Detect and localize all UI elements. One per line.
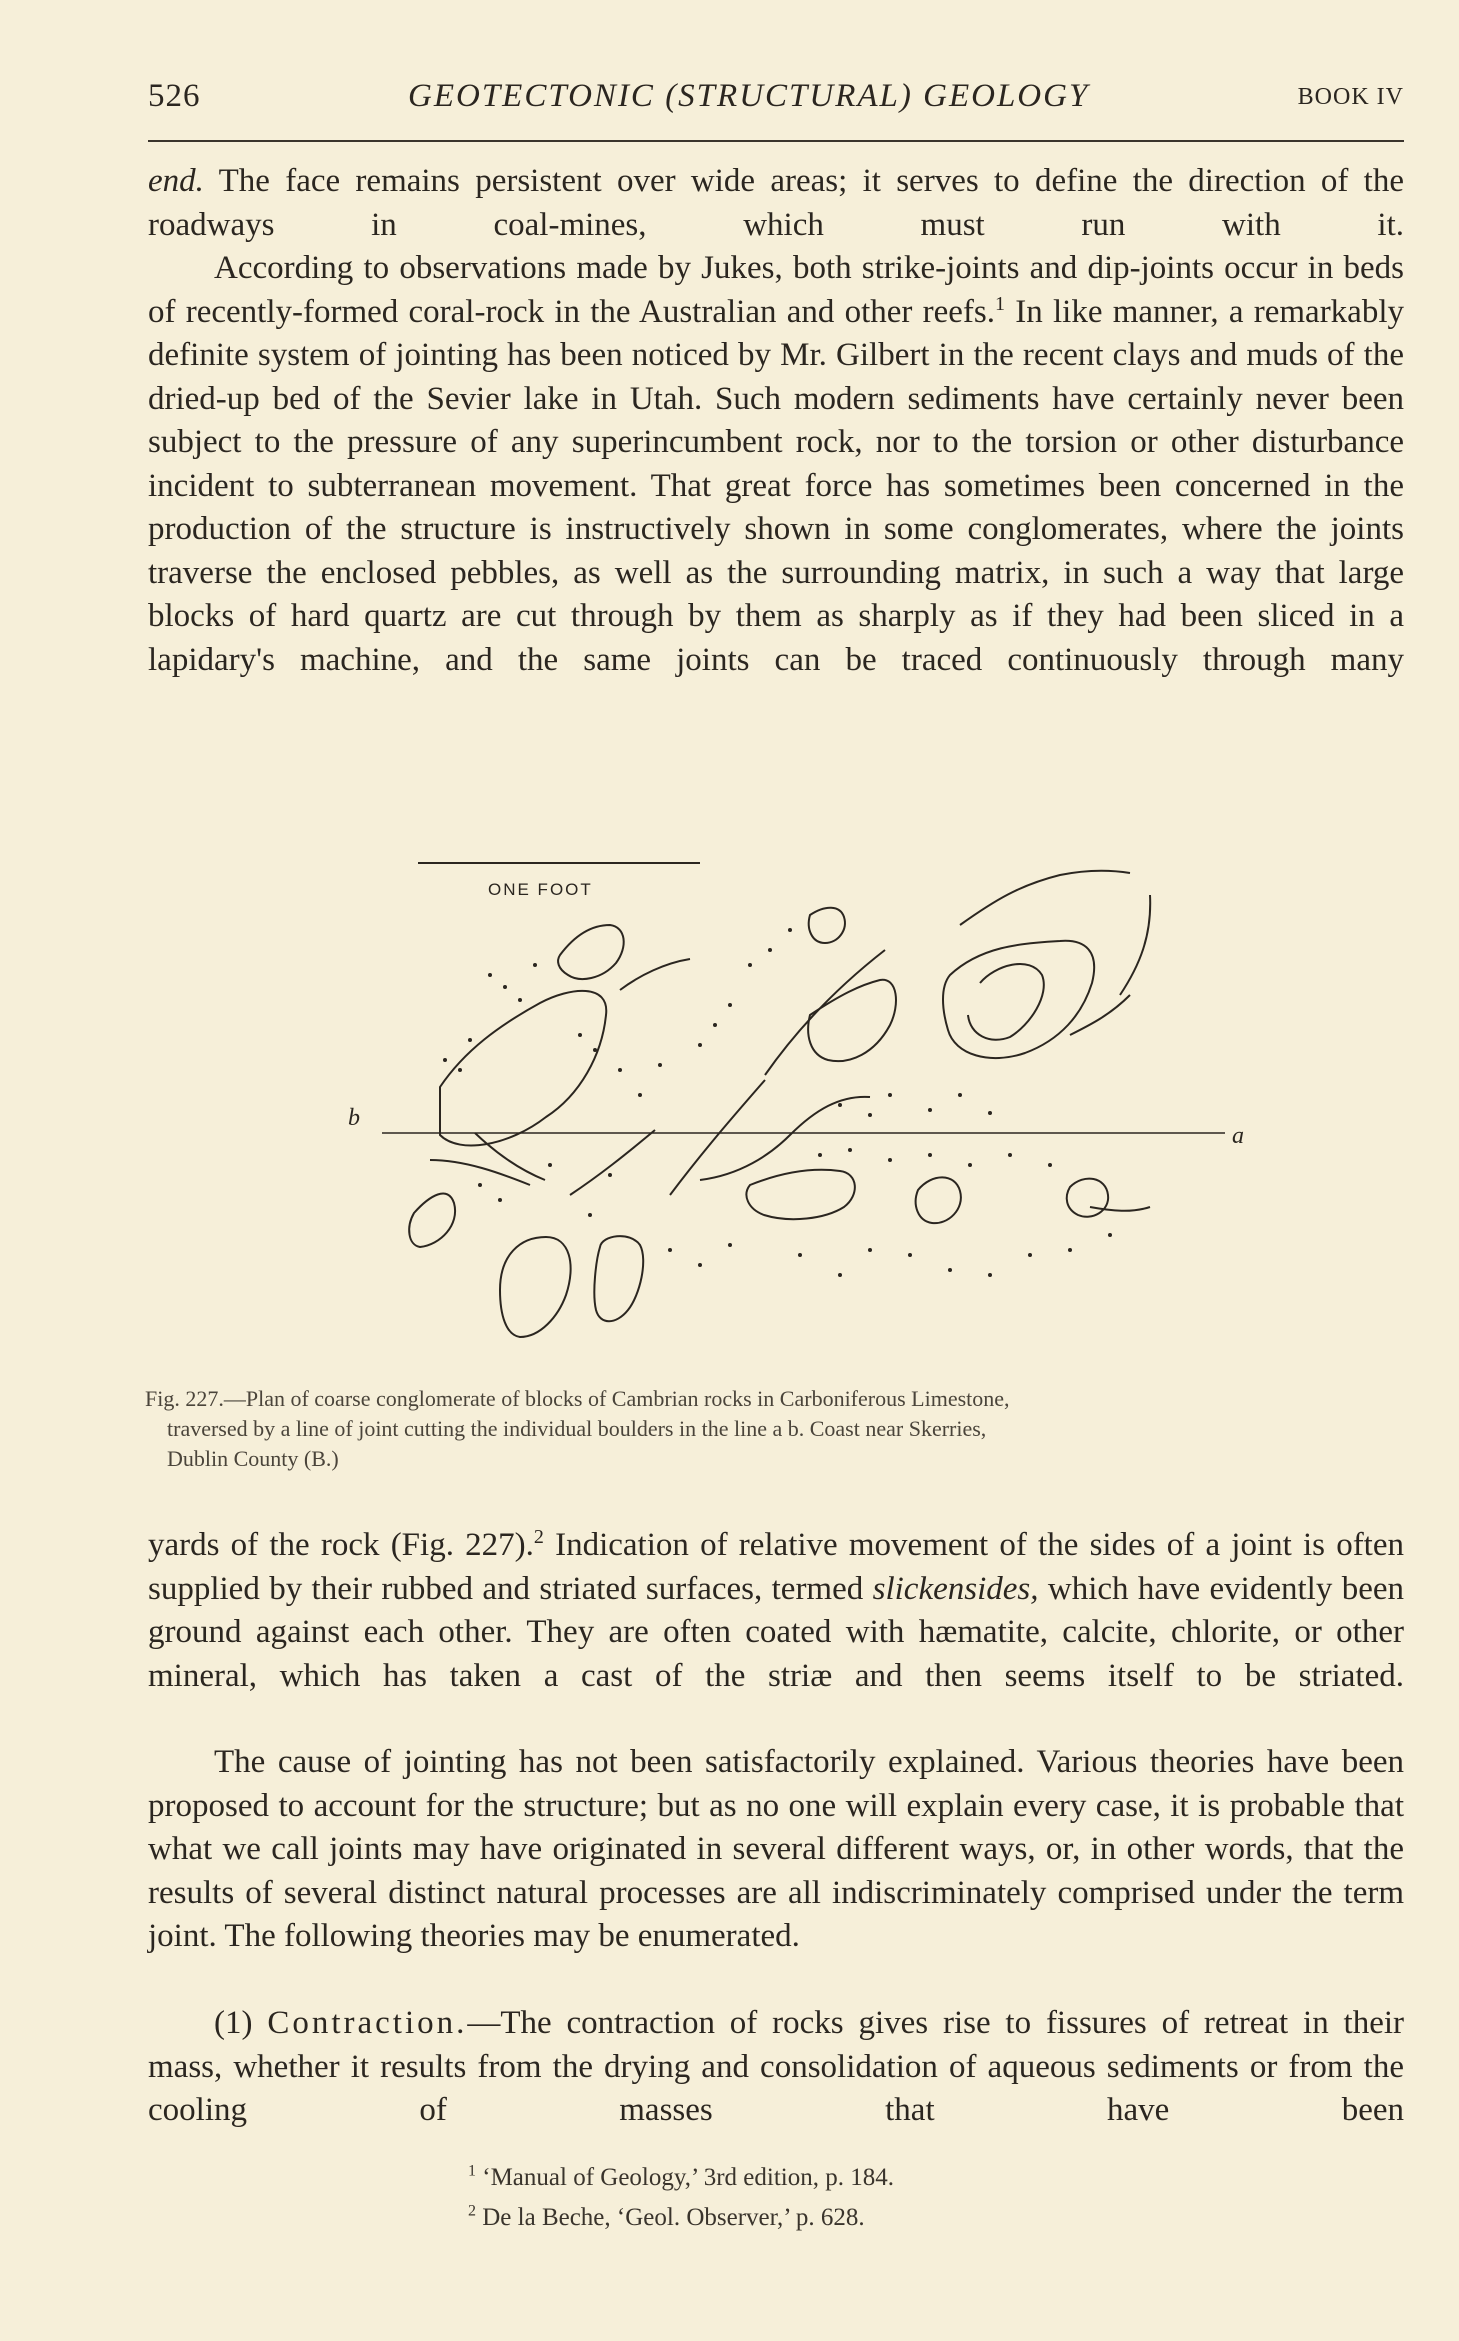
page-header: [148, 78, 1404, 124]
footnotes: [468, 2158, 894, 2238]
caption-line-1: Fig. 227.—Plan of coarse conglomerate of blocks of Cambrian rocks in Carboniferous Limestone,: [145, 1386, 1010, 1411]
header-rule: [148, 140, 1404, 142]
footnote-1: [468, 2158, 894, 2198]
para3-text-a: yards of the rock (Fig. 227).: [148, 1527, 534, 1563]
conglomerate-figure: [348, 855, 1250, 1355]
page-number: 526: [148, 78, 201, 114]
para5-number: (1): [214, 2005, 253, 2041]
label-a: a: [1232, 1123, 1244, 1149]
paragraph-2: [148, 247, 1404, 682]
label-b: b: [348, 1105, 360, 1131]
para1-end-word: end.: [148, 163, 204, 199]
footnote-2-mark: 2: [468, 2202, 476, 2220]
para5-text: —The contraction of rocks gives rise to fissures of retreat in their mass, whether it results from the drying and consolidation of aqueous sediments or from the cooling of masses that have been: [148, 2005, 1405, 2128]
figure-caption: [145, 1384, 1395, 1474]
book-label: BOOK IV: [1297, 84, 1404, 110]
term-contraction: Contraction.: [267, 2005, 468, 2041]
paragraph-3: [148, 1524, 1404, 1698]
pebble-stipple: [443, 928, 1112, 1277]
para3-text-c: which have evidently been ground against each other. They are often coated with hæmatite, calcite, chlorite, or other mineral, which has taken a cast of the striæ and then seems itself to be striated.: [148, 1570, 1404, 1694]
caption-line-2: traversed by a line of joint cutting the individual boulders in the line a b. Coast near Skerries,: [167, 1416, 987, 1441]
para2-text-b: In like manner, a remarkably definite system of jointing has been noticed by Mr. Gilbert in the recent clays and muds of the dried-up bed of the Sevier lake in Utah. Such modern sediments have certainly never been subject to the pressure of any superincumbent rock, nor to the torsion or other disturbance incident to subterranean movement. That great force has sometimes been concerned in the production of the structure is instructively shown in some conglomerates, where the joints traverse the enclosed pebbles, as well as the surrounding matrix, in such a way that large blocks of hard quartz are cut through by them as sharply as if they had been sliced in a lapidary's machine, and the same joints can be traced continuously through many: [148, 293, 1404, 678]
footnote-1-text: ‘Manual of Geology,’ 3rd edition, p. 184.: [482, 2164, 894, 2191]
para1-text: The face remains persistent over wide areas; it serves to define the direction of the roadways in coal-mines, which must run with it.: [148, 163, 1404, 243]
caption-line-3: Dublin County (B.): [167, 1446, 339, 1471]
term-slickensides: slickensides,: [872, 1570, 1039, 1607]
para3-text-b: Indication of relative movement of the sides of a joint is often supplied by their rubbed and striated surfaces, termed: [148, 1527, 1404, 1607]
para2-text-a: According to observations made by Jukes, both strike-joints and dip-joints occur in beds of recently-formed coral-rock in the Australian and other reefs.: [148, 250, 1404, 330]
footnote-2-text: De la Beche, ‘Geol. Observer,’ p. 628.: [482, 2204, 865, 2231]
paragraph-1: [148, 160, 1404, 247]
footnote-2: [468, 2198, 894, 2238]
footnote-1-mark: 1: [468, 2162, 476, 2180]
running-title: GEOTECTONIC (STRUCTURAL) GEOLOGY: [408, 78, 1090, 114]
para4-text: The cause of jointing has not been satisfactorily explained. Various theories have been proposed to account for the structure; but as no one will explain every case, it is probable that what we call joints may have originated in several different ways, or, in other words, that the results of several distinct natural processes are all indiscriminately comprised under the term joint. The following theories may be enumerated.: [148, 1744, 1404, 1954]
scale-label: ONE FOOT: [488, 880, 593, 899]
paragraph-5: [148, 2002, 1404, 2133]
boulder-outlines: [409, 871, 1150, 1337]
footnote-ref-2: 2: [533, 1526, 544, 1548]
paragraph-4: [148, 1741, 1404, 1959]
footnote-ref-1: 1: [995, 292, 1006, 315]
